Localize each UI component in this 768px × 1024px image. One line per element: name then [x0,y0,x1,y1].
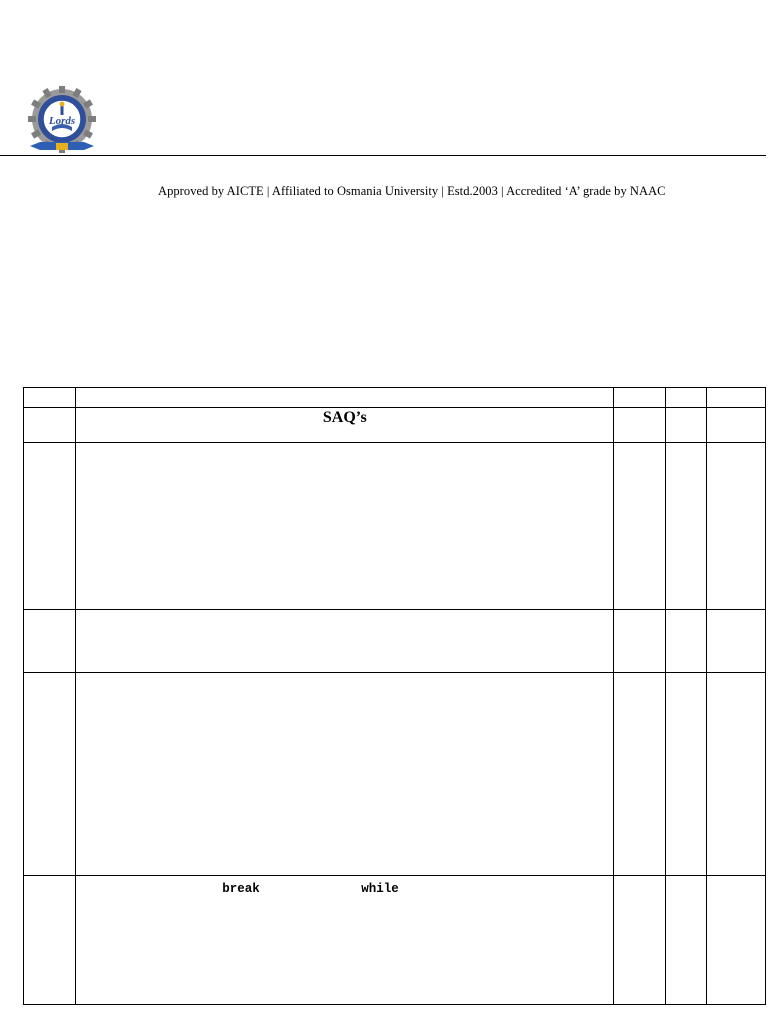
table-cell [614,408,665,443]
table-cell [665,388,706,408]
table-row [24,443,766,610]
table-cell [665,610,706,673]
table-cell [76,443,614,610]
table-cell [665,408,706,443]
table-cell [665,443,706,610]
saq-table [23,387,766,1005]
code-keyword-while: while [361,882,399,896]
table-cell [665,673,706,876]
table-cell [614,610,665,673]
table-cell [706,610,765,673]
logo-text: Lords [48,115,76,127]
table-cell [614,388,665,408]
table-cell [24,408,76,443]
table-header-row [24,388,766,408]
accreditation-line: Approved by AICTE | Affiliated to Osmania University | Estd.2003 | Accredited ‘A’ grade by NAAC [158,184,666,198]
table-row [24,876,766,1005]
table-cell [24,673,76,876]
table-cell [76,876,614,1005]
table-cell [614,876,665,1005]
table-cell [706,673,765,876]
code-keyword-break: break [222,882,260,896]
table-cell [706,388,765,408]
table-row [24,673,766,876]
table-cell [76,610,614,673]
table-cell [24,443,76,610]
table-cell [76,673,614,876]
section-title-row [24,408,766,443]
header-divider [0,155,766,156]
college-logo [26,86,98,156]
section-title: SAQ’s [76,408,614,443]
table-row [24,610,766,673]
table-cell [706,408,765,443]
table-cell [614,673,665,876]
table-cell [706,876,765,1005]
table-cell [706,443,765,610]
table-cell [24,610,76,673]
table-cell [665,876,706,1005]
table-cell [76,388,614,408]
table-cell [614,443,665,610]
table-cell [24,388,76,408]
table-cell [24,876,76,1005]
